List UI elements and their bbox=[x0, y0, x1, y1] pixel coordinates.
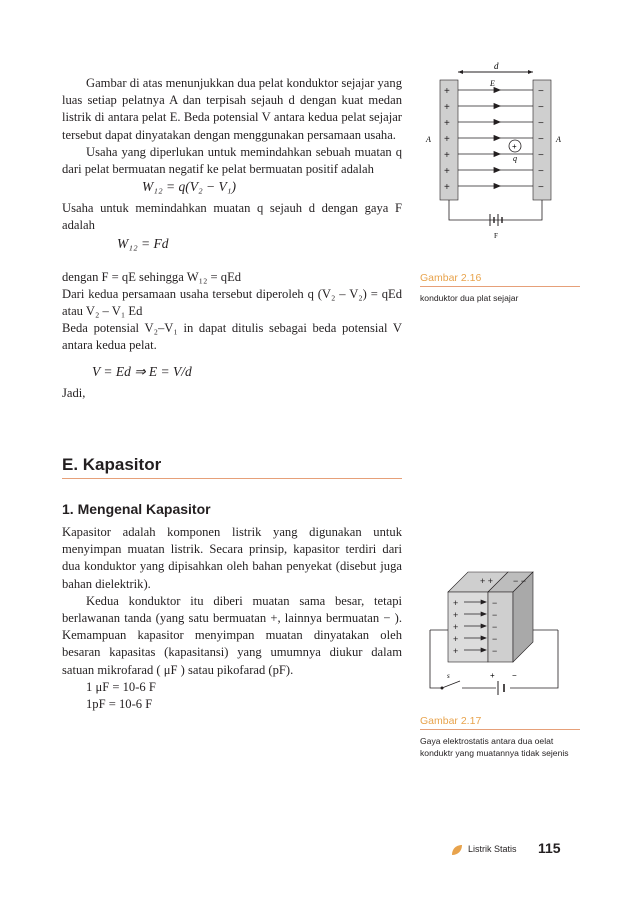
svg-text:+: + bbox=[453, 634, 459, 644]
svg-text:+: + bbox=[453, 646, 459, 656]
field-lines bbox=[458, 88, 533, 189]
section-title: E. Kapasitor bbox=[62, 455, 402, 479]
chapter-name: Listrik Statis bbox=[468, 844, 517, 854]
label-A-left: A bbox=[426, 135, 431, 144]
svg-text:−: − bbox=[538, 150, 544, 161]
svg-text:+: + bbox=[490, 671, 495, 680]
svg-text:−: − bbox=[538, 166, 544, 177]
caption-text: Gaya elektrostatis antara dua oelat konduktr yang muatannya tidak sejenis bbox=[420, 736, 569, 758]
paragraph-work-force: Usaha untuk memindahkan muatan q sejauh d dengan gaya F adalah bbox=[62, 201, 402, 233]
svg-text:−: − bbox=[492, 646, 498, 656]
label-q: q bbox=[513, 154, 517, 163]
svg-text:+: + bbox=[453, 610, 459, 620]
svg-text:−: − bbox=[538, 118, 544, 129]
paragraph-capacitor-def: Kapasitor adalah komponen listrik yang digunakan untuk menyimpan muatan listrik. Secara prinsip, kapasitor terdiri dari dua konduktor yang dipisahkan oleh bahan penyekat (disebut juga bahan dielektrik). bbox=[62, 525, 402, 591]
paragraph-jadi: Jadi, bbox=[62, 385, 86, 400]
svg-text:+: + bbox=[444, 150, 450, 161]
svg-text:+: + bbox=[444, 166, 450, 177]
paragraph-capacitor-charge: Kedua konduktor itu diberi muatan sama besar, tetapi berlawanan tanda (yang satu bermuatan +, lainnya bermuatan − ). Kemampuan kapasitor menyimpan muatan dinyatakan oleh besaran kapasitas (kapasitansi) yang umumnya diukur dalam satuan mikrofarad ( μF ) satau pikofarad (pF). bbox=[62, 593, 402, 677]
svg-text:−: − bbox=[538, 182, 544, 193]
label-s: s bbox=[447, 672, 450, 680]
svg-text:−: − bbox=[538, 86, 544, 97]
circuit-wire bbox=[449, 200, 542, 220]
equation-field: V = Ed ⇒ E = V/d bbox=[92, 363, 192, 379]
caption-title: Gambar 2.17 bbox=[420, 715, 580, 730]
equation-work-force: W₁₂ = Fd bbox=[117, 235, 169, 251]
main-column-bottom bbox=[62, 524, 402, 713]
svg-text:+: + bbox=[512, 142, 517, 151]
svg-text:−: − bbox=[492, 610, 498, 620]
svg-text:+ +: + + bbox=[480, 576, 494, 586]
svg-text:−: − bbox=[538, 102, 544, 113]
caption-fig-2-17 bbox=[420, 715, 580, 759]
unit-pico: 1pF = 10-6 F bbox=[86, 697, 153, 712]
svg-text:−: − bbox=[512, 671, 517, 680]
label-E: E bbox=[490, 79, 495, 88]
svg-text:−: − bbox=[538, 134, 544, 145]
svg-text:+: + bbox=[453, 622, 459, 632]
svg-text:−: − bbox=[492, 634, 498, 644]
caption-fig-2-16 bbox=[420, 272, 580, 304]
svg-text:+: + bbox=[444, 102, 450, 113]
caption-title: Gambar 2.16 bbox=[420, 272, 580, 287]
svg-text:+: + bbox=[444, 182, 450, 193]
svg-text:+: + bbox=[444, 134, 450, 145]
svg-text:+: + bbox=[453, 598, 459, 608]
label-A-right: A bbox=[556, 135, 561, 144]
svg-text:− −: − − bbox=[513, 576, 527, 586]
main-column-top bbox=[62, 75, 402, 402]
equation-work-potential: W₁₂ = q(V₂ − V₁) bbox=[142, 179, 236, 195]
svg-text:+: + bbox=[444, 86, 450, 97]
svg-text:−: − bbox=[492, 598, 498, 608]
page-footer bbox=[450, 840, 590, 860]
paragraph-work: Usaha yang diperlukan untuk memindahkan sebuah muatan q dari pelat bermuatan negatif ke pelat bermuatan positif adalah bbox=[62, 144, 402, 177]
figure-parallel-plates bbox=[418, 60, 568, 250]
subsection-title: 1. Mengenal Kapasitor bbox=[62, 501, 211, 517]
svg-text:−: − bbox=[492, 622, 498, 632]
figure-capacitor bbox=[420, 560, 570, 705]
label-d: d bbox=[494, 61, 499, 71]
paragraph-derivation: Dari kedua persamaan usaha tersebut diperoleh q (V₂ – V₂) = qEd atau V₂ – V₁ Ed bbox=[62, 286, 402, 319]
caption-text: konduktor dua plat sejajar bbox=[420, 293, 519, 303]
paragraph-potential: Beda potensial V₂–V₁ in dapat ditulis sebagai beda potensial V antara kedua pelat. bbox=[62, 321, 402, 353]
unit-micro: 1 μF = 10-6 F bbox=[86, 679, 156, 694]
label-F: F bbox=[494, 232, 498, 240]
page-number: 115 bbox=[538, 840, 561, 856]
paragraph-force: dengan F = qE sehingga W₁₂ = qEd bbox=[62, 269, 242, 284]
leaf-icon bbox=[450, 843, 464, 857]
svg-text:+: + bbox=[444, 118, 450, 129]
paragraph-plates: Gambar di atas menunjukkan dua pelat konduktor sejajar yang luas setiap pelatnya A dan terpisah sejauh d dengan kuat medan listrik di antara pelat E. Beda potensial V antara kedua pelat sejajar tersebut dapat dinyatakan dengan menggunakan persamaan usaha. bbox=[62, 76, 402, 142]
